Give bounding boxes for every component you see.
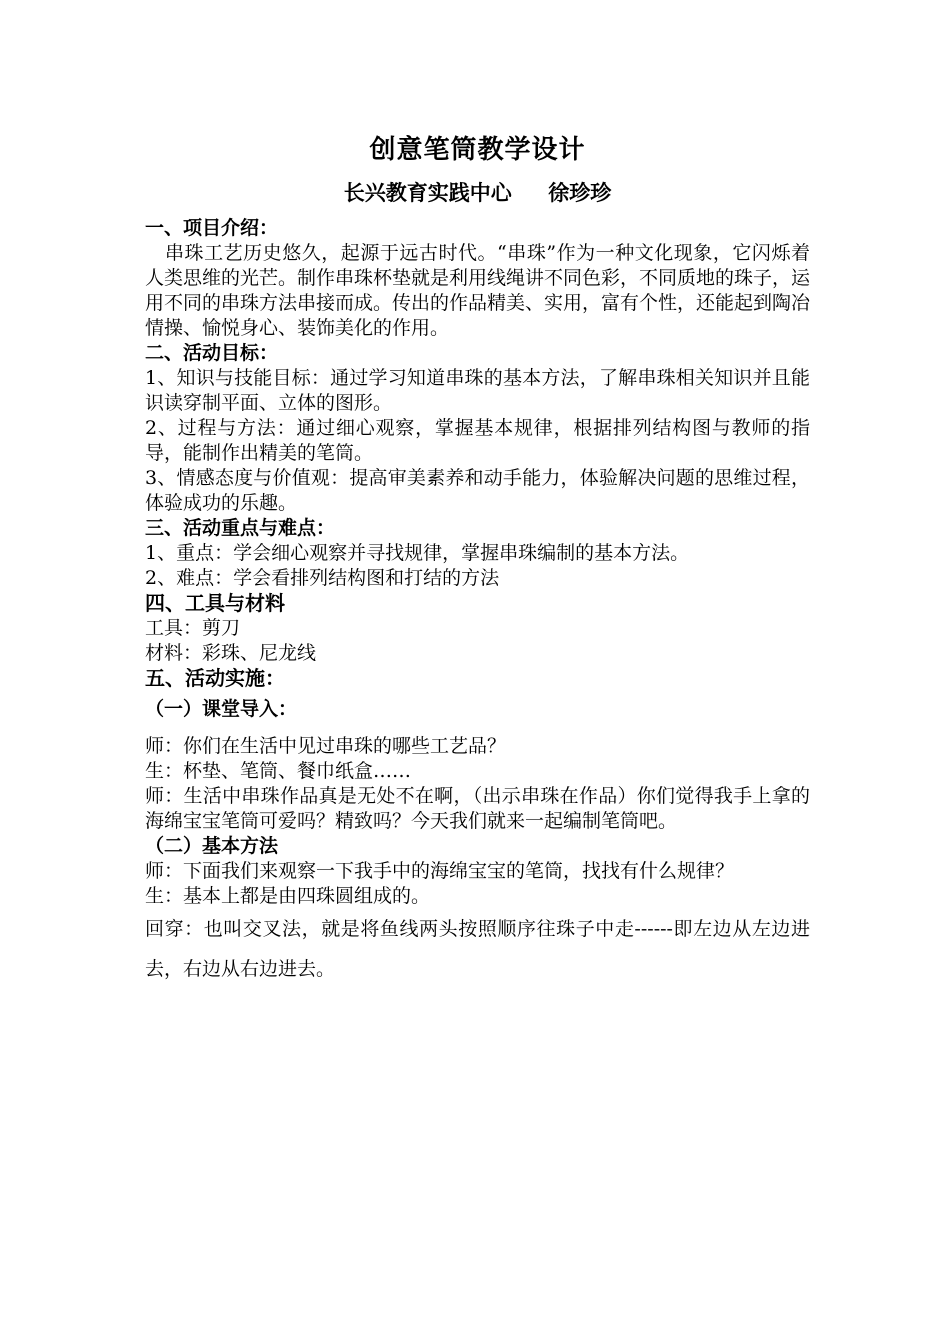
goal-process: 2、过程与方法：通过细心观察，掌握基本规律，根据排列结构图与教师的指导，能制作出精美的笔筒。 xyxy=(145,417,810,464)
method-description: 回穿：也叫交叉法，就是将鱼线两头按照顺序往珠子中走------即左边从左边进去，右边从右边进去。 xyxy=(145,918,810,980)
intro-paragraph: 串珠工艺历史悠久，起源于远古时代。“串珠”作为一种文化现象，它闪烁着人类思维的光芒。制作串珠杯垫就是利用线绳讲不同色彩，不同质地的珠子，运用不同的串珠方法串接而成。传出的作品精美、实用，富有个性，还能起到陶冶情操、愉悦身心、装饰美化的作用。 xyxy=(145,242,811,339)
subsection-heading-intro: （一）课堂导入： xyxy=(145,698,298,720)
dialogue-line: 师：你们在生活中见过串珠的哪些工艺品？ xyxy=(145,735,507,757)
difficult-point: 2、难点：学会看排列结构图和打结的方法 xyxy=(145,567,500,589)
key-point: 1、重点：学会细心观察并寻找规律，掌握串珠编制的基本方法。 xyxy=(145,542,690,564)
dialogue-line: 生：杯垫、笔筒、餐巾纸盒…… xyxy=(145,760,412,782)
tools-line: 工具：剪刀 xyxy=(145,617,241,639)
section-heading-intro: 一、项目介绍： xyxy=(145,217,279,239)
dialogue-line: 生：基本上都是由四珠圆组成的。 xyxy=(145,885,431,907)
section-heading-key-points: 三、活动重点与难点： xyxy=(145,517,336,539)
materials-line: 材料：彩珠、尼龙线 xyxy=(145,642,317,664)
author-line: 长兴教育实践中心 徐珍珍 xyxy=(343,180,612,205)
goal-knowledge: 1、知识与技能目标：通过学习知道串珠的基本方法，了解串珠相关知识并且能识读穿制平面、立体的图形。 xyxy=(145,367,810,414)
document-page xyxy=(145,130,810,989)
section-heading-goals: 二、活动目标： xyxy=(145,342,279,364)
document-title: 创意笔筒教学设计 xyxy=(369,135,586,165)
dialogue-line: 师：生活中串珠作品真是无处不在啊，（出示串珠在作品）你们觉得我手上拿的海绵宝宝笔筒可爱吗？精致吗？今天我们就来一起编制笔筒吧。 xyxy=(145,785,810,832)
goal-attitude: 3、情感态度与价值观：提高审美素养和动手能力，体验解决问题的思维过程，体验成功的乐趣。 xyxy=(145,467,810,514)
section-heading-implementation: 五、活动实施： xyxy=(145,666,285,690)
section-heading-tools: 四、工具与材料 xyxy=(145,591,285,615)
subsection-heading-method: （二）基本方法 xyxy=(145,835,279,857)
dialogue-line: 师：下面我们来观察一下我手中的海绵宝宝的笔筒，找找有什么规律？ xyxy=(145,860,735,882)
